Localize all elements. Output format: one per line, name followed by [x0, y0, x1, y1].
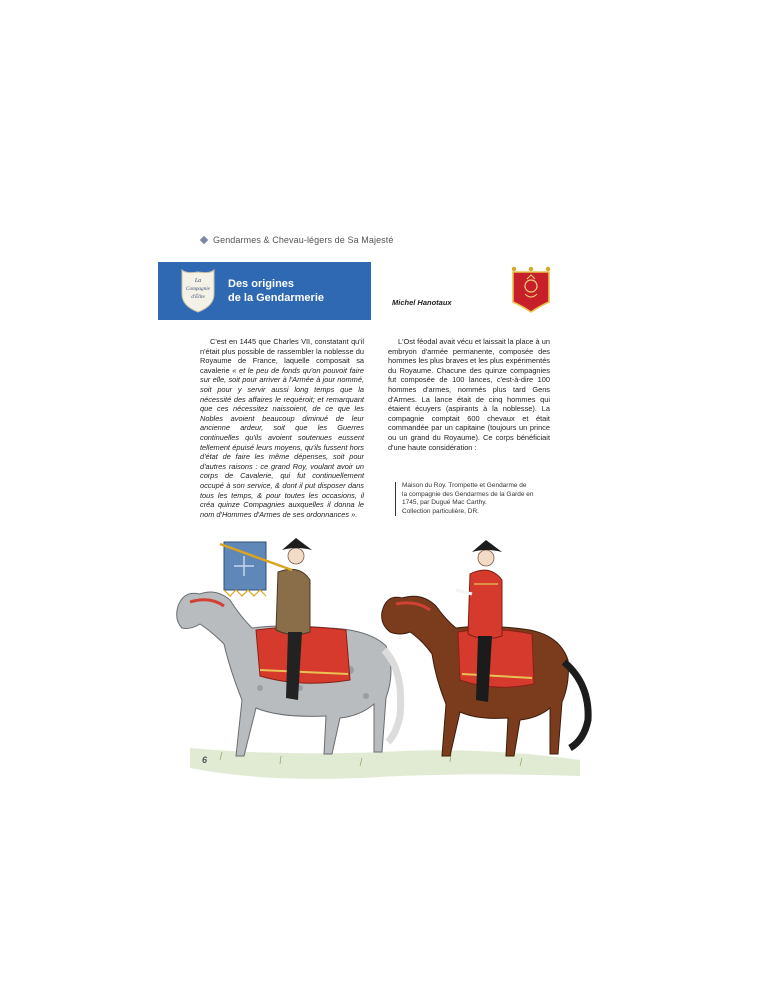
page-number: 6 [202, 755, 208, 765]
caption-line: Maison du Roy. Trompette et Gendarme de [402, 482, 527, 489]
right-paragraph: L'Ost féodal avait vécu et laissait la place à un embryon d'armée permanente, composée des hommes les plus braves et les plus expérimentés du Royaume. Chacune des quinze compagnies fut composée de 100 lances, c'est-à-dire 100 hommes d'armes, nommés plus tard Gens d'Armes. La lance était de cinq hommes qui étaient écuyers (aspirants à la noblesse). La compagnie comptait 600 chevaux et était commandée par un capitaine (toujours un prince ou un grand du Royaume). Ce corps bénéficiait d'une haute considération : [388, 337, 550, 452]
cavalry-illustration [160, 520, 600, 800]
right-column-text [388, 337, 550, 452]
author-name: Michel Hanotaux [392, 298, 452, 307]
caption-line: la compagnie des Gendarmes de la Garde en [402, 490, 534, 498]
left-paragraph-quote: « et le peu de fonds qu'on pouvoit faire sur elle, soit pour arriver à l'Armée à jour nommé, soit pour y servir aussi long temps que la nécessité des affaires le requéroit; et remarquant que ces nécessitez naissoient, de ce que les Nobles avoient beaucoup diminué de leur ancienne ardeur, soit que les Guerres continuelles qu'ils avoient soutenues eussent tellement épuisé leurs moyens, qu'ils fussent hors d'état de faire les même dépenses, soit pour d'autres raisons : ce grand Roy, voulant avoir un corps de Cavalerie, qui fut continuellement occupé à son service, & dont il put disposer dans tous les temps, & pour toutes les occasions, il créa quinze Compagnies auxquelles il donna le nom d'Hommes d'Armes de ses ordonnances ». [200, 365, 364, 519]
shield-icon [178, 268, 218, 314]
running-header [201, 235, 394, 245]
caption-line: Collection particulière, DR. [402, 507, 479, 515]
caption-line: 1745, par Dugué Mac Carthy. [402, 499, 487, 507]
grey-horse [177, 538, 401, 756]
bay-horse [382, 540, 588, 756]
left-column-text [200, 337, 364, 519]
left-paragraph [200, 337, 364, 519]
diamond-bullet-icon [200, 236, 208, 244]
running-title: Gendarmes & Chevau-légers de Sa Majesté [213, 235, 394, 245]
shield-text-3: d'Élite [191, 294, 205, 300]
illustration-caption [395, 482, 562, 516]
shield-text-2: Compagnie [186, 286, 210, 292]
shield-text-1: La [194, 278, 202, 284]
gendarmerie-flag-icon [510, 266, 552, 314]
section-title-line2: de la Gendarmerie [228, 292, 324, 304]
left-paragraph-plain: C'est en 1445 que Charles VII, constatant qu'il n'était plus possible de rassembler la noblesse du Royaume de France, laquelle composait sa cavalerie [200, 337, 364, 375]
section-title-line1: Des origines [228, 278, 295, 290]
title-banner [158, 262, 371, 320]
section-title [228, 277, 324, 305]
